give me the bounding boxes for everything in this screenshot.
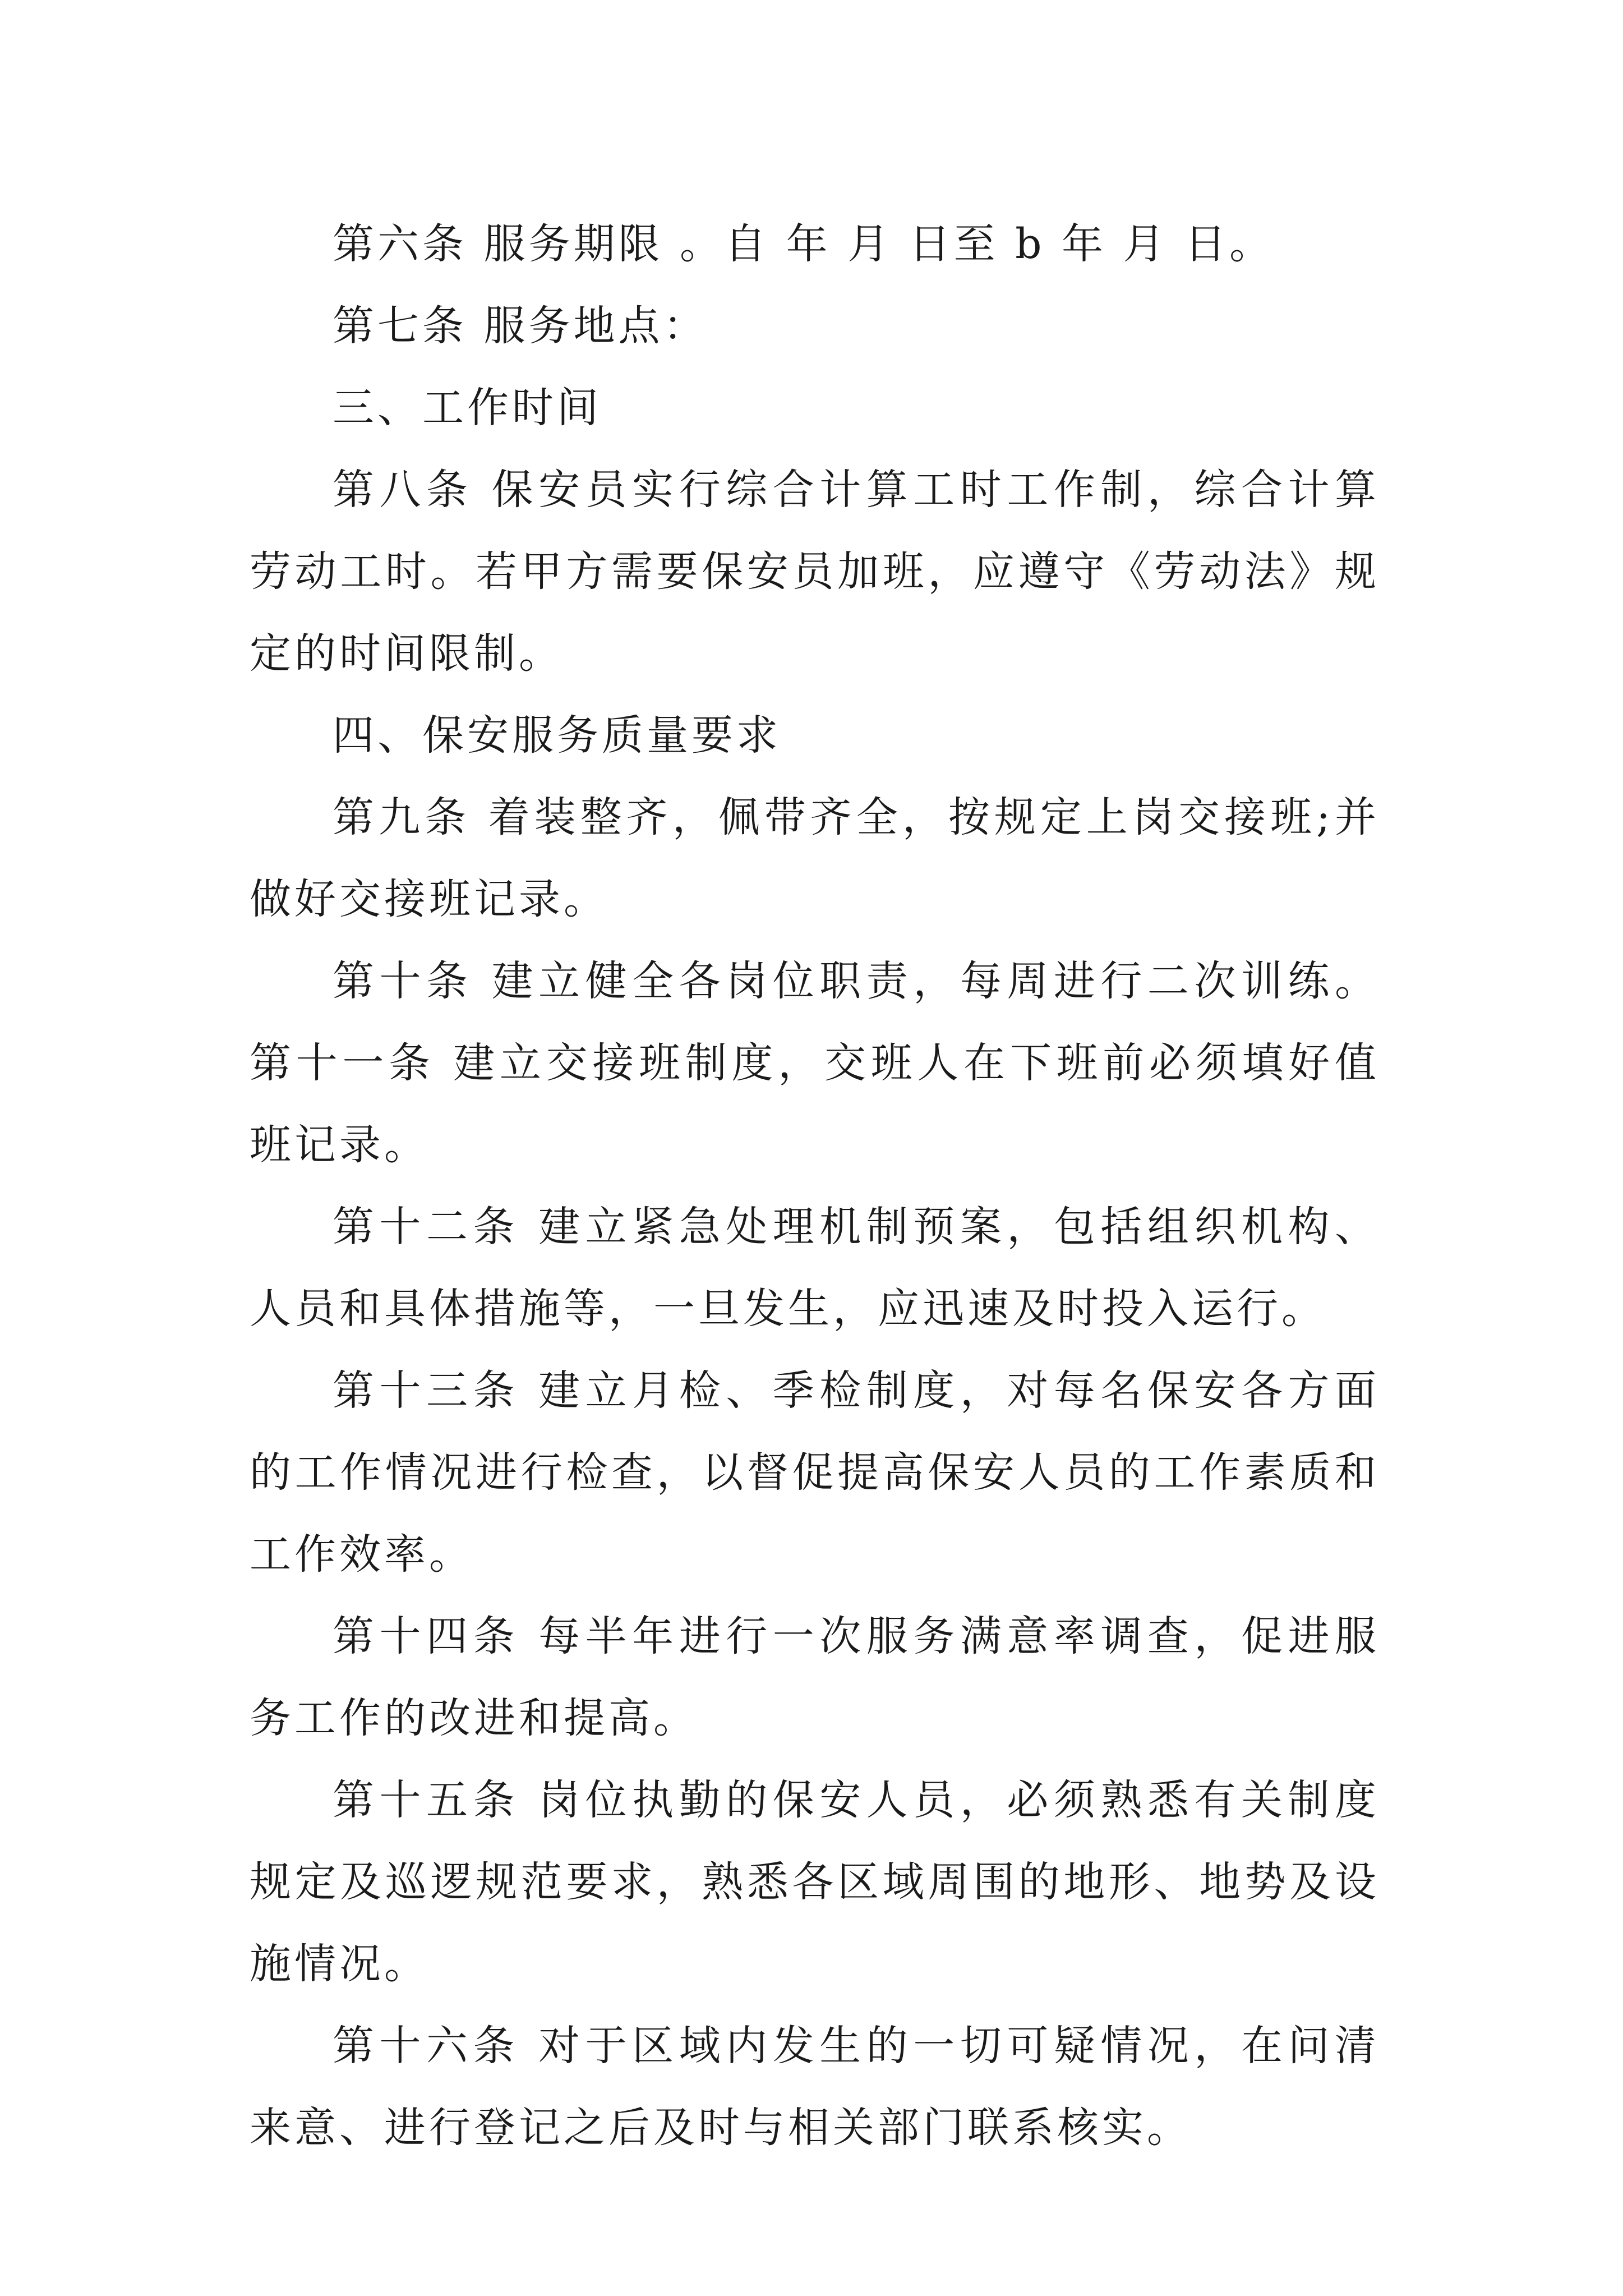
paragraph-article-14: 第十四条 每半年进行一次服务满意率调查，促进服务工作的改进和提高。	[250, 1612, 1380, 1742]
paragraph-article-13: 第十三条 建立月检、季检制度，对每名保安各方面的工作情况进行检查，以督促提高保安人员的工作素质和工作效率。	[250, 1366, 1380, 1579]
paragraph-article-15: 第十五条 岗位执勤的保安人员，必须熟悉有关制度规定及巡逻规范要求，熟悉各区域周围的地形、地势及设施情况。	[250, 1776, 1380, 1988]
section-heading-service-quality: 四、保安服务质量要求	[333, 711, 781, 760]
paragraph-article-10-11: 第十条 建立健全各岗位职责，每周进行二次训练。 第十一条 建立交接班制度，交班人在下班前必须填好值班记录。	[250, 957, 1380, 1169]
paragraph-article-8: 第八条 保安员实行综合计算工时工作制，综合计算劳动工时。若甲方需要保安员加班，应遵守《劳动法》规定的时间限制。	[250, 466, 1380, 678]
document-body	[250, 203, 1380, 2169]
paragraph-article-12: 第十二条 建立紧急处理机制预案，包括组织机构、人员和具体措施等，一旦发生，应迅速及时投入运行。	[250, 1203, 1380, 1333]
paragraph-article-7: 第七条 服务地点：	[333, 302, 708, 350]
section-heading-work-time: 三、工作时间	[333, 384, 602, 432]
paragraph-article-16: 第十六条 对于区域内发生的一切可疑情况，在问清来意、进行登记之后及时与相关部门联系核实。	[250, 2022, 1380, 2152]
paragraph-article-9: 第九条 着装整齐，佩带齐全，按规定上岗交接班;并做好交接班记录。	[250, 793, 1380, 923]
paragraph-article-6: 第六条 服务期限 。自 年 月 日至 b 年 月 日。	[333, 220, 1275, 268]
